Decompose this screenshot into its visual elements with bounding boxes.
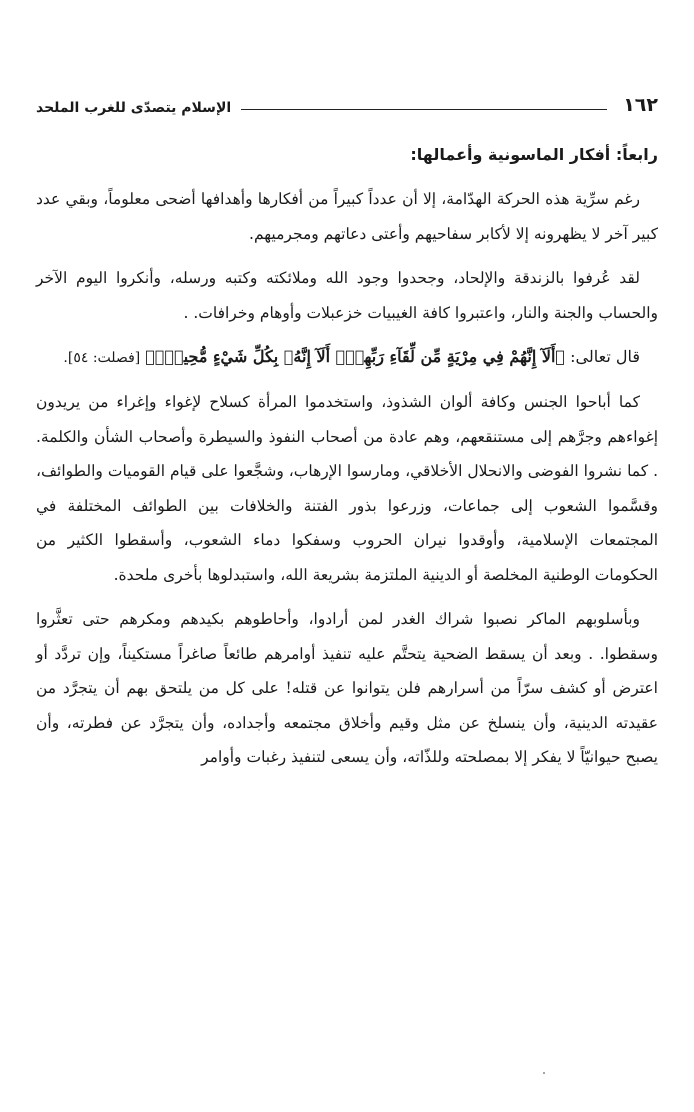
verse-text: ﴿أَلَآ إِنَّهُمْ فِي مِرْيَةٍ مِّن لِّقَآءِ رَبِّهِمْۗ أَلَآ إِنَّهُۥ بِكُلِّ شَيْءٍ مُّحِيطُۢ﴾	[145, 347, 566, 366]
page-number: ١٦٢	[623, 94, 658, 116]
running-title: الإسلام يتصدّى للغرب الملحد	[36, 100, 232, 116]
verse-intro: قال تعالى:	[565, 347, 640, 366]
paragraph-corruption: كما أباحوا الجنس وكافة ألوان الشذوذ، واستخدموا المرأة كسلاح لإغواء وإغراء من يريدون إغواءهم وجرَّهم إلى مستنقعهم، وهم عادة من أصحاب النفوذ والسيطرة وأصحاب الشأن والكلمة. . كما نشروا الفوضى والانحلال الأخلاقي، ومارسوا الإرهاب، وشجَّعوا على قيام القوميات والطوائف، وقسَّموا الشعوب إلى جماعات، وزرعوا بذور الفتنة والخلافات بين الطوائف المختلفة في المجتمعات الإسلامية، وأوقدوا نيران الحروب وسفكوا دماء الشعوب، وأسقطوا الكثير من الحكومات الوطنية المخلصة أو الدينية الملتزمة بشريعة الله، واستبدلوها بأخرى ملحدة.	[36, 393, 658, 584]
book-page	[36, 88, 658, 785]
paragraph-methods: وبأسلوبهم الماكر نصبوا شراك الغدر لمن أرادوا، وأحاطوهم بكيدهم ومكرهم حتى تعثَّروا وسقطوا. . وبعد أن يسقط الضحية يتحتَّم عليه تنفيذ أوامرهم طائعاً صاغراً مستكيناً، وإن تردَّد أو اعترض أو كشف سرّاً من أسرارهم فلن يتوانوا عن قتله! على كل من يلتحق بهم أن يتجرَّد من عقيدته الدينية، وأن ينسلخ عن مثل وقيم وأخلاق مجتمعه وأجداده، وأن يتجرَّد عن فطرته، وأن يصبح حيوانيّاً لا يفكر إلا بمصلحته وللذّاته، وأن يسعى لتنفيذ رغبات وأوامر	[36, 610, 658, 766]
verse-citation: [فصلت: ٥٤].	[63, 350, 141, 366]
paragraph-atheism: لقد عُرفوا بالزندقة والإلحاد، وجحدوا وجود الله وملائكته وكتبه ورسله، وأنكروا اليوم الآخر والحساب والجنة والنار، واعتبروا كافة الغيبيات خزعبلات وأوهام وخرافات. .	[36, 269, 658, 322]
paragraph-secrecy: رغم سرِّية هذه الحركة الهدّامة، إلا أن عدداً كبيراً من أفكارها وأهدافها أضحى معلوماً، وبقي عدد كبير آخر لا يظهرونه إلا لأكابر سفاحيهم وأعتى دعاتهم ومجرميهم.	[36, 190, 658, 243]
section-heading: رابعاً: أفكار الماسونية وأعمالها:	[410, 145, 658, 164]
page-speck	[543, 1072, 545, 1074]
header-divider	[241, 109, 607, 110]
page-header	[36, 88, 658, 116]
quran-verse-block	[36, 340, 658, 375]
